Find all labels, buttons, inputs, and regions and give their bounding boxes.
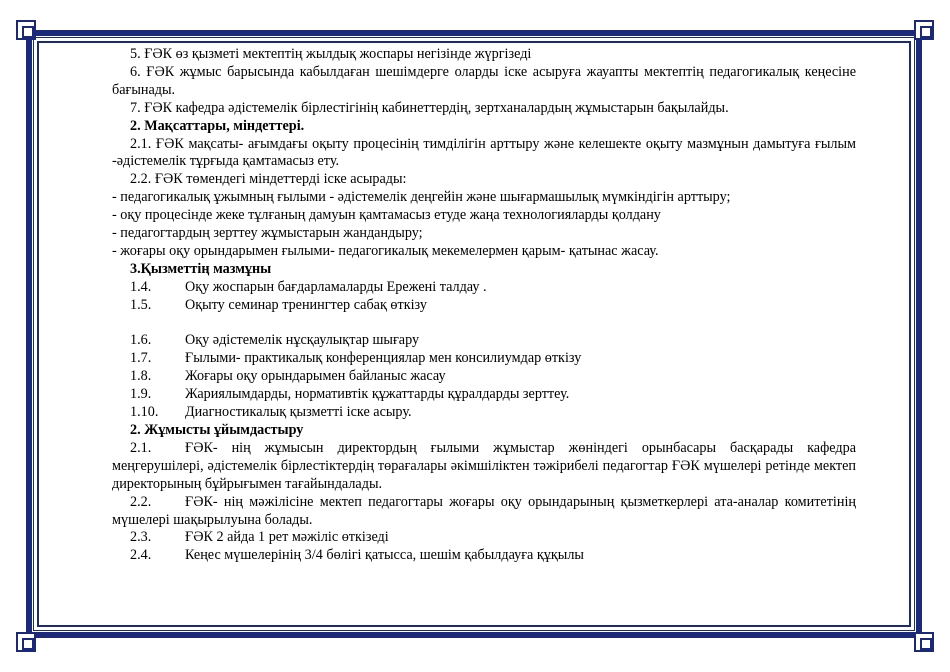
paragraph-6: 6. ҒӘК жұмыс барысында кабылдаған шешімдерге оларды іске асыруға жауапты мектептің педагогикалық кеңесіне бағынады. [112,63,856,98]
item-text: ҒӘК- нің жұмысын директордың ғылыми жұмыстар жөніндегі орынбасары басқарады кафедра меңгерушілері, әдістемелік бірлестіктердің төрағалары әкімшіліктен тәжірибелі педагогтар ҒӘК мүшелері ретінде мектеп директорының бұйрығымен тағайындалады. [112,439,856,492]
section-heading-goals: 2. Мақсаттары, міндеттері. [130,117,305,134]
numbered-item [112,529,856,547]
paragraph-2-1: 2.1. ҒӘК мақсаты- ағымдағы оқыту процесінің тимділігін арттыру және келешекте оқыту мазмұнын дамытуға ғылым -әдістемелік тұрғыда қамтамасыз ету. [112,135,856,170]
paragraph-7: 7. ҒӘК кафедра әдістемелік бірлестігінің кабинеттердің, зертханалардың жұмыстарын бақылайды. [130,99,729,116]
item-text: Оқу жоспарын бағдарламаларды Ережені талдау . [185,278,487,295]
item-text: ҒӘК- нің мәжілісіне мектеп педагогтары жоғары оқу орындарының қызметкерлері ата-аналар комитетінің мүшелері шақырылуына болады. [112,493,856,528]
frame-corner-ornament [16,20,36,40]
item-text: Жариялымдарды, нормативтік құжаттарды құралдарды зерттеу. [185,386,570,403]
paragraph-2-2: 2.2. ҒӘК төмендегі міндеттерді іске асырады: [130,171,407,188]
item-text: ҒӘК 2 айда 1 рет мәжіліс өткізеді [185,529,389,546]
item-number: 2.4. [130,547,152,564]
frame-corner-ornament [16,632,36,652]
item-text: Жоғары оқу орындарымен байланыс жасау [185,368,446,385]
item-number: 2.2. [130,493,152,510]
numbered-paragraph [112,494,856,530]
item-number: 1.9. [130,386,152,403]
numbered-paragraph [112,440,856,494]
numbered-item [112,404,856,422]
paragraph-5: 5. ҒӘК өз қызметі мектептің жылдық жоспары негізінде жүргізеді [130,46,532,62]
blank-line [112,315,856,333]
item-number: 1.6. [130,332,152,349]
item-text: Ғылыми- практикалық конференциялар мен консилиумдар өткізу [185,350,582,367]
numbered-item [112,350,856,368]
item-text: Оқу әдістемелік нұсқаулықтар шығару [185,332,420,349]
frame-corner-ornament [914,20,934,40]
item-number: 2.1. [130,439,152,456]
document-body [112,46,856,565]
frame-corner-ornament [914,632,934,652]
item-number: 1.7. [130,350,152,367]
item-number: 1.4. [130,278,152,295]
numbered-item [112,332,856,350]
item-text: Оқыту семинар тренингтер сабақ өткізу [185,296,427,313]
numbered-item [112,297,856,315]
bullet-item: - жоғары оқу орындарымен ғылыми- педагогикалық мекемелермен қарым- қатынас жасау. [112,242,659,259]
bullet-item: - педагогикалық ұжымның ғылыми - әдістемелік деңгейін және шығармашылық мүмкіндігін арттыру; [112,189,731,206]
item-text: Диагностикалық қызметті іске асыру. [185,404,412,421]
item-number: 1.8. [130,368,152,385]
numbered-item [112,547,856,565]
numbered-item [112,368,856,386]
bullet-item: - оқу процесінде жеке тұлғаның дамуын қамтамасыз етуде жаңа технологияларды қолдану [112,207,661,224]
item-number: 1.5. [130,296,152,313]
item-number: 1.10. [130,404,159,421]
item-text: Кеңес мүшелерінің 3/4 бөлігі қатысса, шешім қабылдауға құқылы [185,547,584,564]
numbered-item [112,279,856,297]
numbered-item [112,386,856,404]
item-number: 2.3. [130,529,152,546]
section-heading-content: 3.Қызметтің мазмұны [130,260,272,277]
bullet-item: - педагогтардың зерттеу жұмыстарын жандандыру; [112,225,423,242]
section-heading-organization: 2. Жұмысты ұйымдастыру [130,422,304,439]
